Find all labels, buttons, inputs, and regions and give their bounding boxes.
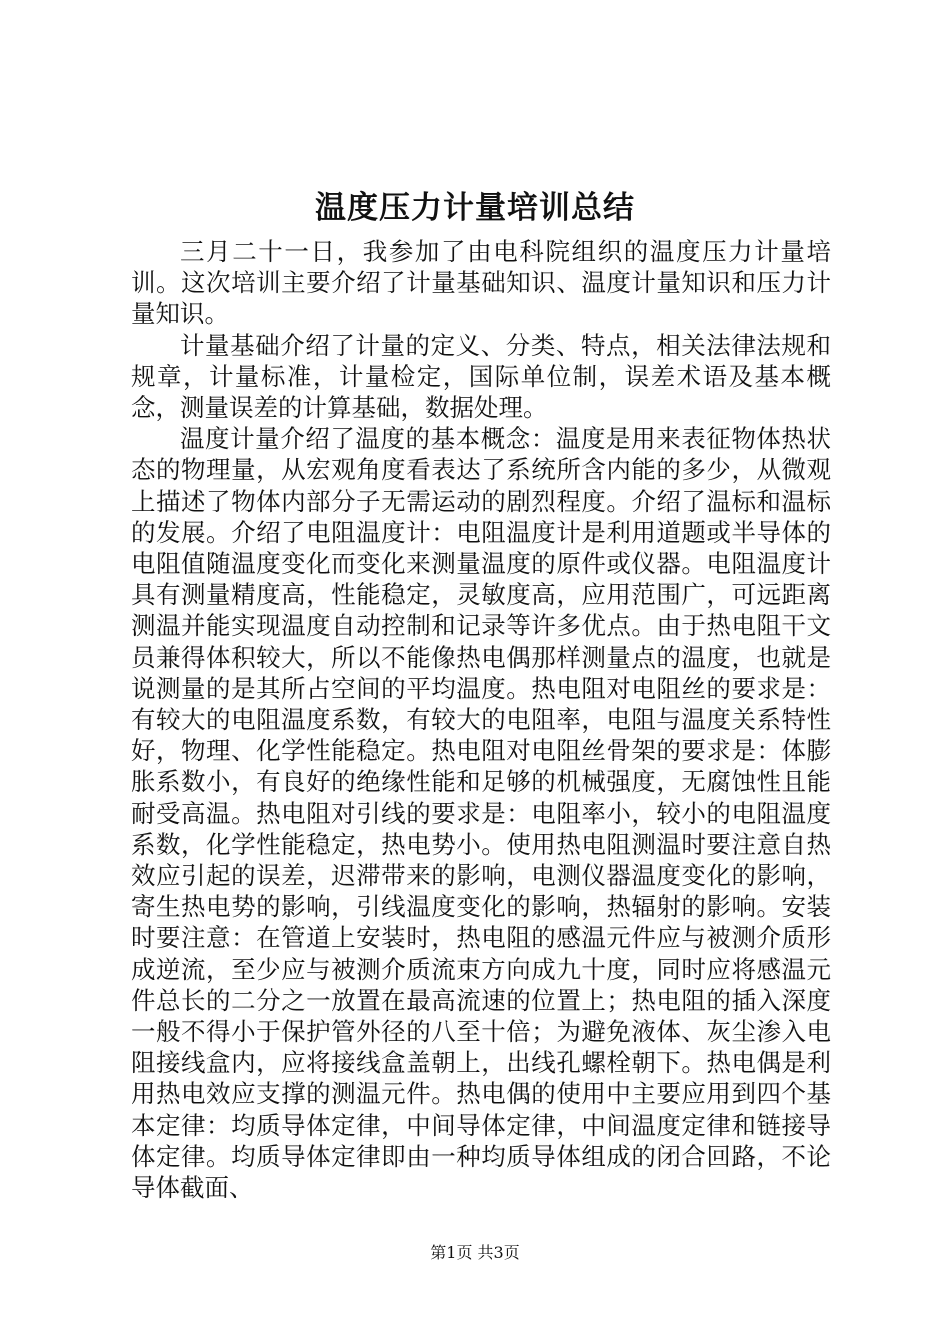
document-title: 温度压力计量培训总结 <box>315 190 635 226</box>
paragraph-temperature-metrology: 温度计量介绍了温度的基本概念：温度是用来表征物体热状态的物理量，从宏观角度看表达了系统所含内能的多少，从微观上描述了物体内部分子无需运动的剧烈程度。介绍了温标和温标的发展。介绍了电阻温度计：电阻温度计是利用道题或半导体的电阻值随温度变化而变化来测量温度的原件或仪器。电阻温度计具有测量精度高，性能稳定，灵敏度高，应用范围广，可远距离测温并能实现温度自动控制和记录等许多优点。由于热电阻干文员兼得体积较大，所以不能像热电偶那样测量点的温度，也就是说测量的是其所占空间的平均温度。热电阻对电阻丝的要求是：有较大的电阻温度系数，有较大的电阻率，电阻与温度关系特性好，物理、化学性能稳定。热电阻对电阻丝骨架的要求是：体膨胀系数小，有良好的绝缘性能和足够的机械强度，无腐蚀性且能耐受高温。热电阻对引线的要求是：电阻率小，较小的电阻温度系数，化学性能稳定，热电势小。使用热电阻测温时要注意自热效应引起的误差，迟滞带来的影响，电测仪器温度变化的影响，寄生热电势的影响，引线温度变化的影响，热辐射的影响。安装时要注意：在管道上安装时，热电阻的感温元件应与被测介质形成逆流，至少应与被测介质流束方向成九十度，同时应将感温元件总长的二分之一放置在最高流速的位置上；热电阻的插入深度一般不得小于保护管外径的八至十倍；为避免液体、灰尘渗入电阻接线盒内，应将接线盒盖朝上，出线孔螺栓朝下。热电偶是利用热电效应支撑的测温元件。热电偶的使用中主要应用到四个基本定律：均质导体定律，中间导体定律，中间温度定律和链接导体定律。均质导体定律即由一种均质导体组成的闭合回路，不论导体截面、 <box>131 424 831 1203</box>
document-body <box>131 236 831 1203</box>
page-number: 第1页 共3页 <box>430 1243 520 1262</box>
paragraph-metrology-basics: 计量基础介绍了计量的定义、分类、特点，相关法律法规和规章，计量标准，计量检定，国际单位制，误差术语及基本概念，测量误差的计算基础，数据处理。 <box>131 330 831 423</box>
paragraph-intro: 三月二十一日，我参加了由电科院组织的温度压力计量培训。这次培训主要介绍了计量基础知识、温度计量知识和压力计量知识。 <box>131 237 831 329</box>
